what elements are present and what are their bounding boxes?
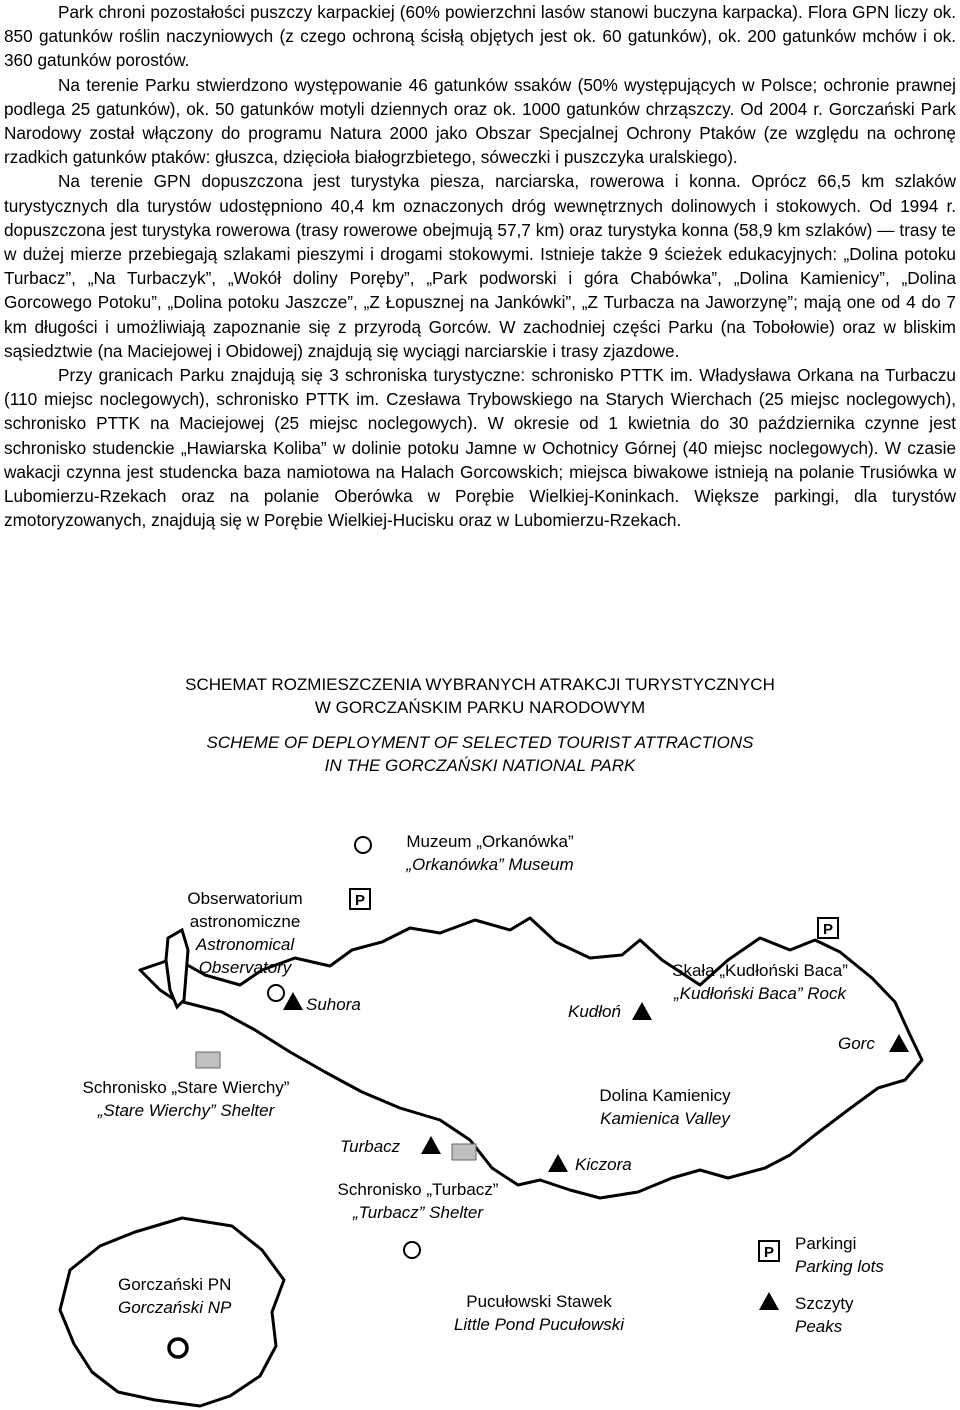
observatory-label-pl-1: Obserwatorium: [187, 889, 303, 908]
skala-label-pl: Skała „Kudłoński Baca”: [672, 961, 848, 980]
observatory-label-en-1: Astronomical: [195, 935, 295, 954]
legend-parking-label-en: Parking lots: [795, 1257, 884, 1276]
legend-parking-label-pl: Parkingi: [795, 1234, 857, 1253]
kiczora-label: Kiczora: [575, 1155, 632, 1174]
parking-icon-2-letter: P: [822, 921, 834, 938]
observatory-label-en-2: Observatory: [198, 958, 292, 977]
parking-icon-1-letter: P: [354, 892, 366, 909]
stare-wierchy-label-pl: Schronisko „Stare Wierchy”: [82, 1078, 290, 1097]
legend-peaks-label-pl: Szczyty: [795, 1294, 854, 1313]
paragraph-shelters: Przy granicach Parku znajdują się 3 schroniska turystyczne: schronisko PTTK im. Władysława Orkana na Turbaczu (110 miejsc noclegowych), schronisko PTTK im. Czesława Trybowskiego na Starych Wierchach (25 miejsc noclegowych), schronisko PTTK na Maciejowej (25 miejsc noclegowych). W okresie od 1 kwietnia do 30 października czynne jest schronisko studenckie „Hawiarska Koliba” w dolinie potoku Jamne w Ochotnicy Górnej (40 miejsc noclegowych). W czasie wakacji czynna jest studencka baza namiotowa na Halach Gorcowskich; miejsca biwakowe istnieją na polanie Trusiówka w Lubomierzu-Rzekach oraz na polanie Oberówka w Porębie Wielkiej-Koninkach. Większe parkingi, dla turystów zmotoryzowanych, znajdują się w Porębie Wielkiej-Hucisku oraz w Lubomierzu-Rzekach.: [4, 365, 956, 531]
observatory-marker: [268, 985, 284, 1001]
map-title-en-line1: SCHEME OF DEPLOYMENT OF SELECTED TOURIST ATTRACTIONS: [206, 733, 754, 752]
museum-label-pl: Muzeum „Orkanówka”: [406, 832, 574, 851]
turbacz-shelter-label-pl: Schronisko „Turbacz”: [337, 1180, 499, 1199]
inset-label-pl: Gorczański PN: [118, 1275, 232, 1294]
park-map: [0, 820, 960, 1410]
inset-park-marker: [169, 1339, 187, 1357]
legend-parking-icon-letter: P: [763, 1244, 775, 1261]
paragraph-fauna: Na terenie Parku stwierdzono występowanie 46 gatunków ssaków (50% występujących w Polsce; ochronie prawnej podlega 25 gatunków), ok. 50 gatunków motyli dziennych oraz ok. 1000 gatunków chrząszczy. Od 2004 r. Gorczański Park Narodowy został włączony do programu Natura 2000 jako Obszar Specjalnej Ochrony Ptaków (ze względu na ochronę rzadkich gatunków ptaków: głuszca, dzięcioła białogrzbietego, sóweczki i puszczyka uralskiego).: [4, 74, 956, 168]
map-title-en-line2: IN THE GORCZAŃSKI NATIONAL PARK: [324, 756, 636, 775]
turbacz-label: Turbacz: [340, 1137, 401, 1156]
article-text: [4, 0, 956, 532]
pond-marker: [404, 1242, 420, 1258]
dolina-label-pl: Dolina Kamienicy: [599, 1086, 731, 1105]
map-title-pl-line2: W GORCZAŃSKIM PARKU NARODOWYM: [314, 698, 646, 717]
inset-label-en: Gorczański NP: [118, 1298, 232, 1317]
paragraph-tourism: Na terenie GPN dopuszczona jest turystyka piesza, narciarska, rowerowa i konna. Oprócz 66,5 km szlaków turystycznych dla turystów udostępniono 40,4 km oznaczonych dróg wewnętrznych dolinowych i stokowych. Od 1994 r. dopuszczona jest turystyka rowerowa (trasy rowerowe obejmują 57,7 km) oraz turystyka konna (58,9 km szlaków) — trasy te w dużej mierze przebiegają szlakami pieszymi i drogami stokowymi. Istnieje także 9 ścieżek edukacyjnych: „Dolina potoku Turbacz”, „Na Turbaczyk”, „Wokół doliny Poręby”, „Park podworski i góra Chabówka”, „Dolina Kamienicy”, „Dolina Gorcowego Potoku”, „Dolina potoku Jaszcze”, „Z Łopusznej na Jankówki”, „Z Turbacza na Jaworzynę”; mają one od 4 do 7 km długości i umożliwiają zapoznanie się z przyrodą Gorców. W zachodniej części Parku (na Tobołowie) oraz w bliskim sąsiedztwie (na Maciejowej i Obidowej) znajdują się wyciągi narciarskie i trasy zjazdowe.: [4, 171, 956, 361]
turbacz-shelter-label-en: „Turbacz” Shelter: [352, 1203, 484, 1222]
observatory-label-pl-2: astronomiczne: [189, 912, 301, 931]
pond-label-en: Little Pond Pucułowski: [453, 1315, 625, 1334]
stare-wierchy-shelter-marker: [196, 1052, 220, 1068]
museum-label-en: „Orkanówka” Museum: [406, 855, 574, 874]
museum-marker: [355, 837, 371, 853]
legend-peak-icon: [759, 1292, 779, 1310]
legend-peaks-label-en: Peaks: [795, 1317, 843, 1336]
stare-wierchy-label-en: „Stare Wierchy” Shelter: [97, 1101, 275, 1120]
pond-label-pl: Pucułowski Stawek: [466, 1292, 612, 1311]
dolina-label-en: Kamienica Valley: [600, 1109, 730, 1128]
turbacz-shelter-marker: [452, 1144, 476, 1160]
suhora-label: Suhora: [306, 995, 361, 1014]
skala-label-en: „Kudłoński Baca” Rock: [674, 984, 846, 1003]
paragraph-flora: Park chroni pozostałości puszczy karpackiej (60% powierzchni lasów stanowi buczyna karpacka). Flora GPN liczy ok. 850 gatunków roślin naczyniowych (z czego ochroną ścisłą objętych jest ok. 60 gatunków), ok. 200 gatunków mchów i ok. 360 gatunków porostów.: [4, 2, 956, 71]
gorc-label: Gorc: [838, 1034, 875, 1053]
turbacz-peak-icon: [421, 1136, 441, 1154]
map-title-pl-line1: SCHEMAT ROZMIESZCZENIA WYBRANYCH ATRAKCJI TURYSTYCZNYCH: [185, 675, 775, 694]
kudlon-label: Kudłoń: [568, 1002, 621, 1021]
